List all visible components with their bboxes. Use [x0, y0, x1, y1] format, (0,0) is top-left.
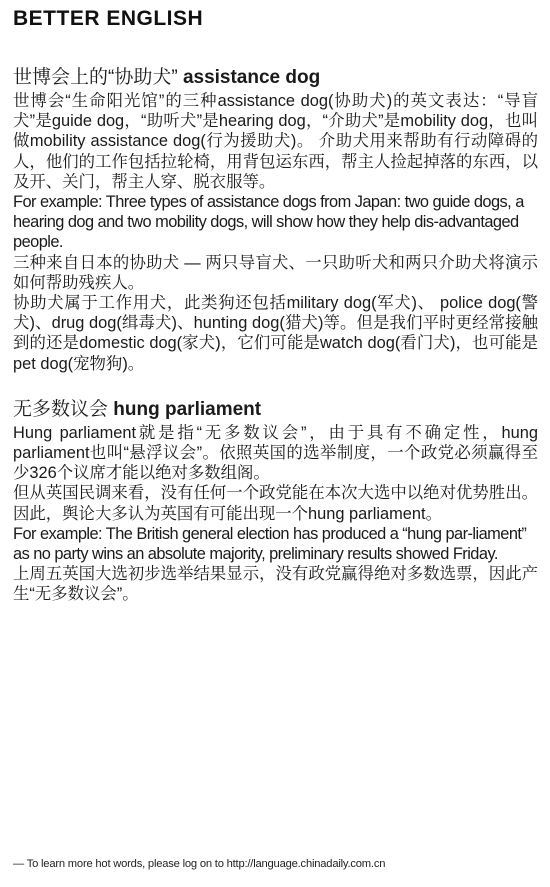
entry-intro: 世博会“生命阳光馆”的三种assistance dog(协助犬)的英文表达：“导盲犬”是guide dog，“助听犬”是hearing dog，“介助犬”是mobility dog，也叫做mobility assistance dog(行为援助犬)。 介助犬用来帮助有行动障碍的人，他们的工作包括拉轮椅，用背包运东西，帮主人捡起掉落的东西，以及开、关门，帮主人穿、脱衣服等。 [13, 92, 538, 191]
example-chinese: 三种来自日本的协助犬 — 两只导盲犬、一只助听犬和两只介助犬将演示如何帮助残疾人。 [13, 253, 538, 292]
entry-assistance-dog [13, 66, 538, 374]
example-chinese: 上周五英国大选初步选举结果显示，没有政党赢得绝对多数选票，因此产生“无多数议会”。 [13, 565, 538, 604]
entry-title-english: hung parliament [113, 398, 262, 420]
entry-title [13, 66, 538, 90]
entry-title [13, 398, 538, 422]
entry-title-chinese: 世博会上的“协助犬” [13, 67, 178, 88]
article [13, 6, 538, 605]
entry-hung-parliament [13, 398, 538, 605]
footer-link-note: — To learn more hot words, please log on to http://language.chinadaily.com.cn [13, 858, 386, 870]
entry-note: 协助犬属于工作用犬，此类狗还包括military dog(军犬)、 police dog(警犬)、drug dog(缉毒犬)、hunting dog(猎犬)等。但是我们平时更经常接触到的还是domestic dog(家犬)，它们可能是watch dog(看门犬)，也可能是pet dog(宠物狗)。 [13, 294, 538, 373]
entry-title-english: assistance dog [182, 67, 321, 88]
example-english: For example: Three types of assistance dogs from Japan: two guide dogs, a hearing dog and two mobility dogs, will show how they help dis-advantaged people. [13, 193, 524, 252]
entry-intro: Hung parliament就是指“无多数议会”，由于具有不确定性，hung parliament也叫“悬浮议会”。依照英国的选举制度，一个政党必须赢得至少326个议席才能以绝对多数组阁。 [13, 423, 538, 483]
entry-title-chinese: 无多数议会 [13, 398, 109, 420]
entry-note: 但从英国民调来看，没有任何一个政党能在本次大选中以绝对优势胜出。因此，舆论大多认为英国有可能出现一个hung parliament。 [13, 484, 538, 523]
column-heading: BETTER ENGLISH [13, 7, 204, 30]
example-english: For example: The British general election has produced a “hung par-liament” as no party wins an absolute majority, preliminary results showed Friday. [13, 524, 527, 564]
